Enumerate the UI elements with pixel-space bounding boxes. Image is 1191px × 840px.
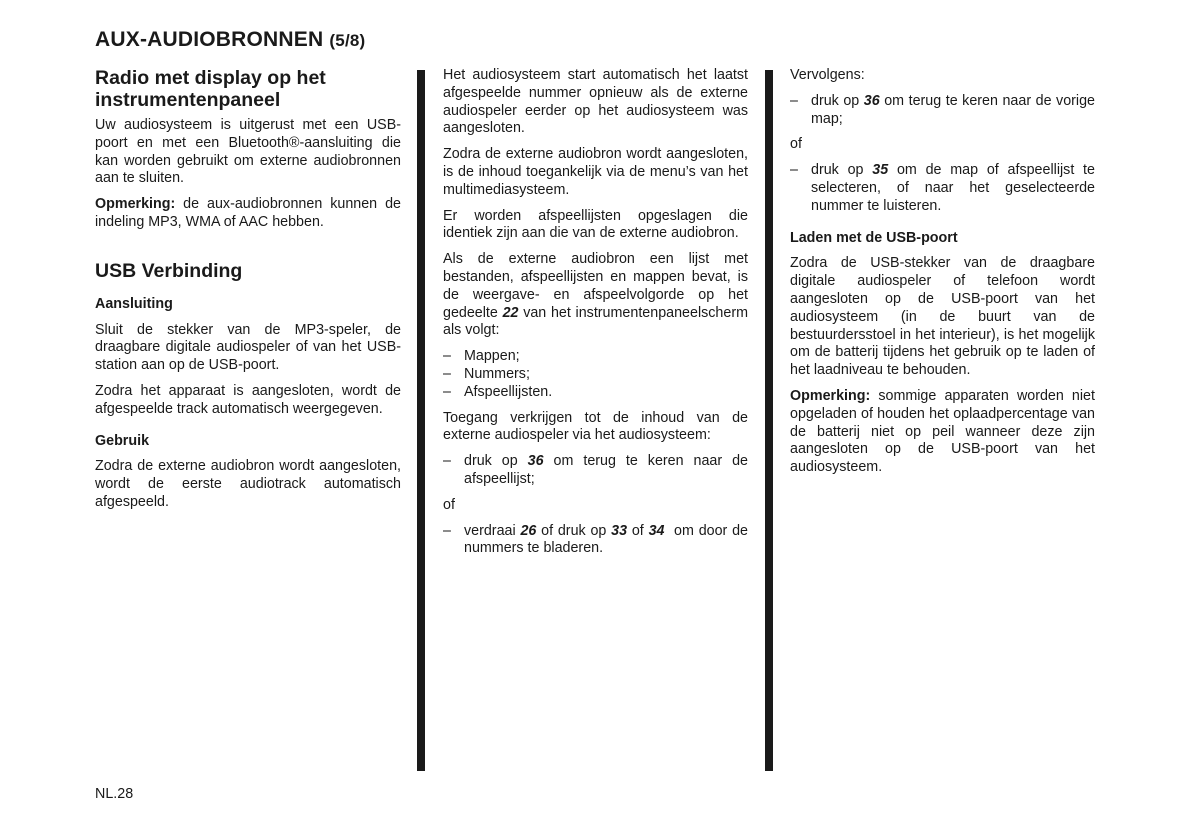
page-number: NL.28 <box>95 786 134 802</box>
aansluiting-paragraph-2: Zodra het apparaat is aangesloten, wordt de afgespeelde track automatisch weergegeven. <box>95 382 401 417</box>
or-separator: of <box>790 136 802 153</box>
item-text: druk op <box>811 162 873 179</box>
paragraph-autostart: Het audiosysteem start automatisch het laatst afgespeelde nummer opnieuw als de externe audiospeler eerder op het audiosysteem was aangesloten. <box>443 67 748 137</box>
column-divider-1 <box>417 70 425 771</box>
next-list-2 <box>790 162 1095 215</box>
heading-aansluiting: Aansluiting <box>95 295 173 312</box>
note-text: sommige apparaten worden niet opgeladen of houden het oplaadpercentage van de batterij niet op peil wanneer deze zijn aangesloten op de USB-poort van het audiosysteem. <box>790 387 1095 476</box>
column-1 <box>95 67 401 520</box>
item-text: verdraai <box>464 522 521 539</box>
ref-35: 35 <box>872 162 889 179</box>
page-title <box>95 28 365 52</box>
paragraph-access: Toegang verkrijgen tot de inhoud van de externe audiospeler via het audiosysteem: <box>443 409 748 444</box>
list-item: – Nummers; <box>443 366 748 384</box>
heading-gebruik: Gebruik <box>95 432 150 449</box>
paragraph-playlists: Er worden afspeellijsten opgeslagen die identiek zijn aan die van de externe audiobron. <box>443 207 748 242</box>
item-text: om de map of afspeellijst te selecteren, of naar het geselecteerde nummer te luisteren. <box>811 162 1095 214</box>
item-text: om door de nummers te bladeren. <box>464 522 752 557</box>
ref-36: 36 <box>527 453 544 470</box>
access-list-2 <box>443 522 752 559</box>
next-list-1 <box>790 93 1095 129</box>
list-item <box>443 522 752 559</box>
ref-33: 33 <box>611 522 628 539</box>
title-text: AUX-AUDIOBRONNEN <box>95 28 324 51</box>
aansluiting-paragraph-1: Sluit de stekker van de MP3-speler, de draagbare digitale audiospeler of van het USB-station aan op de USB-poort. <box>95 321 401 374</box>
heading-usb-verbinding: USB Verbinding <box>95 259 243 282</box>
item-text: om terug te keren naar de vorige map; <box>811 92 1095 127</box>
column-divider-2 <box>765 70 773 771</box>
list-item <box>790 162 1095 215</box>
paragraph-vervolgens: Vervolgens: <box>790 67 865 83</box>
ref-36: 36 <box>863 92 880 109</box>
item-text: of druk op <box>536 522 612 539</box>
item-text: om terug te keren naar de afspeellijst; <box>464 453 748 487</box>
list-item <box>443 453 748 489</box>
paragraph-order <box>443 251 748 340</box>
item-text: druk op <box>464 453 528 470</box>
item-text: druk op <box>811 92 864 109</box>
order-list <box>443 348 748 401</box>
note-label: Opmerking: <box>95 196 176 213</box>
ref-34: 34 <box>648 522 665 539</box>
ref-22: 22 <box>502 304 519 321</box>
note-charging <box>790 388 1095 477</box>
paragraph-menus: Zodra de externe audiobron wordt aangesloten, is de inhoud toegankelijk via de menu’s van het multimediasysteem. <box>443 146 748 198</box>
column-3 <box>790 67 1095 485</box>
note-text: de aux-audiobronnen kunnen de indeling MP3, WMA of AAC hebben. <box>95 196 401 230</box>
heading-laden-usb: Laden met de USB-poort <box>790 229 958 246</box>
column-2 <box>443 67 752 566</box>
list-item <box>790 93 1095 129</box>
note-formats <box>95 196 401 232</box>
access-list-1 <box>443 453 748 489</box>
list-item: – Mappen; <box>443 348 748 366</box>
gebruik-paragraph: Zodra de externe audiobron wordt aangesloten, wordt de eerste audiotrack automatisch afgespeeld. <box>95 458 401 510</box>
ref-26: 26 <box>520 522 537 539</box>
intro-paragraph: Uw audiosysteem is uitgerust met een USB-poort en met een Bluetooth®-aansluiting die kan worden gebruikt om externe audiobronnen aan te sluiten. <box>95 117 401 187</box>
or-separator: of <box>443 496 455 513</box>
paragraph-laden: Zodra de USB-stekker van de draagbare digitale audiospeler of telefoon wordt aangesloten op de USB-poort van het audiosysteem (in de buurt van de bestuurdersstoel in het interieur), is het mogelijk om de batterij tijdens het gebruik op te laden of het laadniveau te behouden. <box>790 255 1095 379</box>
item-text: of <box>627 522 649 539</box>
title-part: (5/8) <box>329 31 366 50</box>
list-item: – Afspeellijsten. <box>443 384 748 402</box>
order-text-b: van het instrumentenpaneelscherm als volgt: <box>443 304 749 339</box>
heading-radio-display: Radio met display op het instrumentenpaneel <box>95 67 326 111</box>
order-text-a: Als de externe audiobron een lijst met bestanden, afspeellijsten en mappen bevat, is de weergave- en afspeelvolgorde op het gedeelte <box>443 251 748 321</box>
note-label: Opmerking: <box>790 387 871 404</box>
